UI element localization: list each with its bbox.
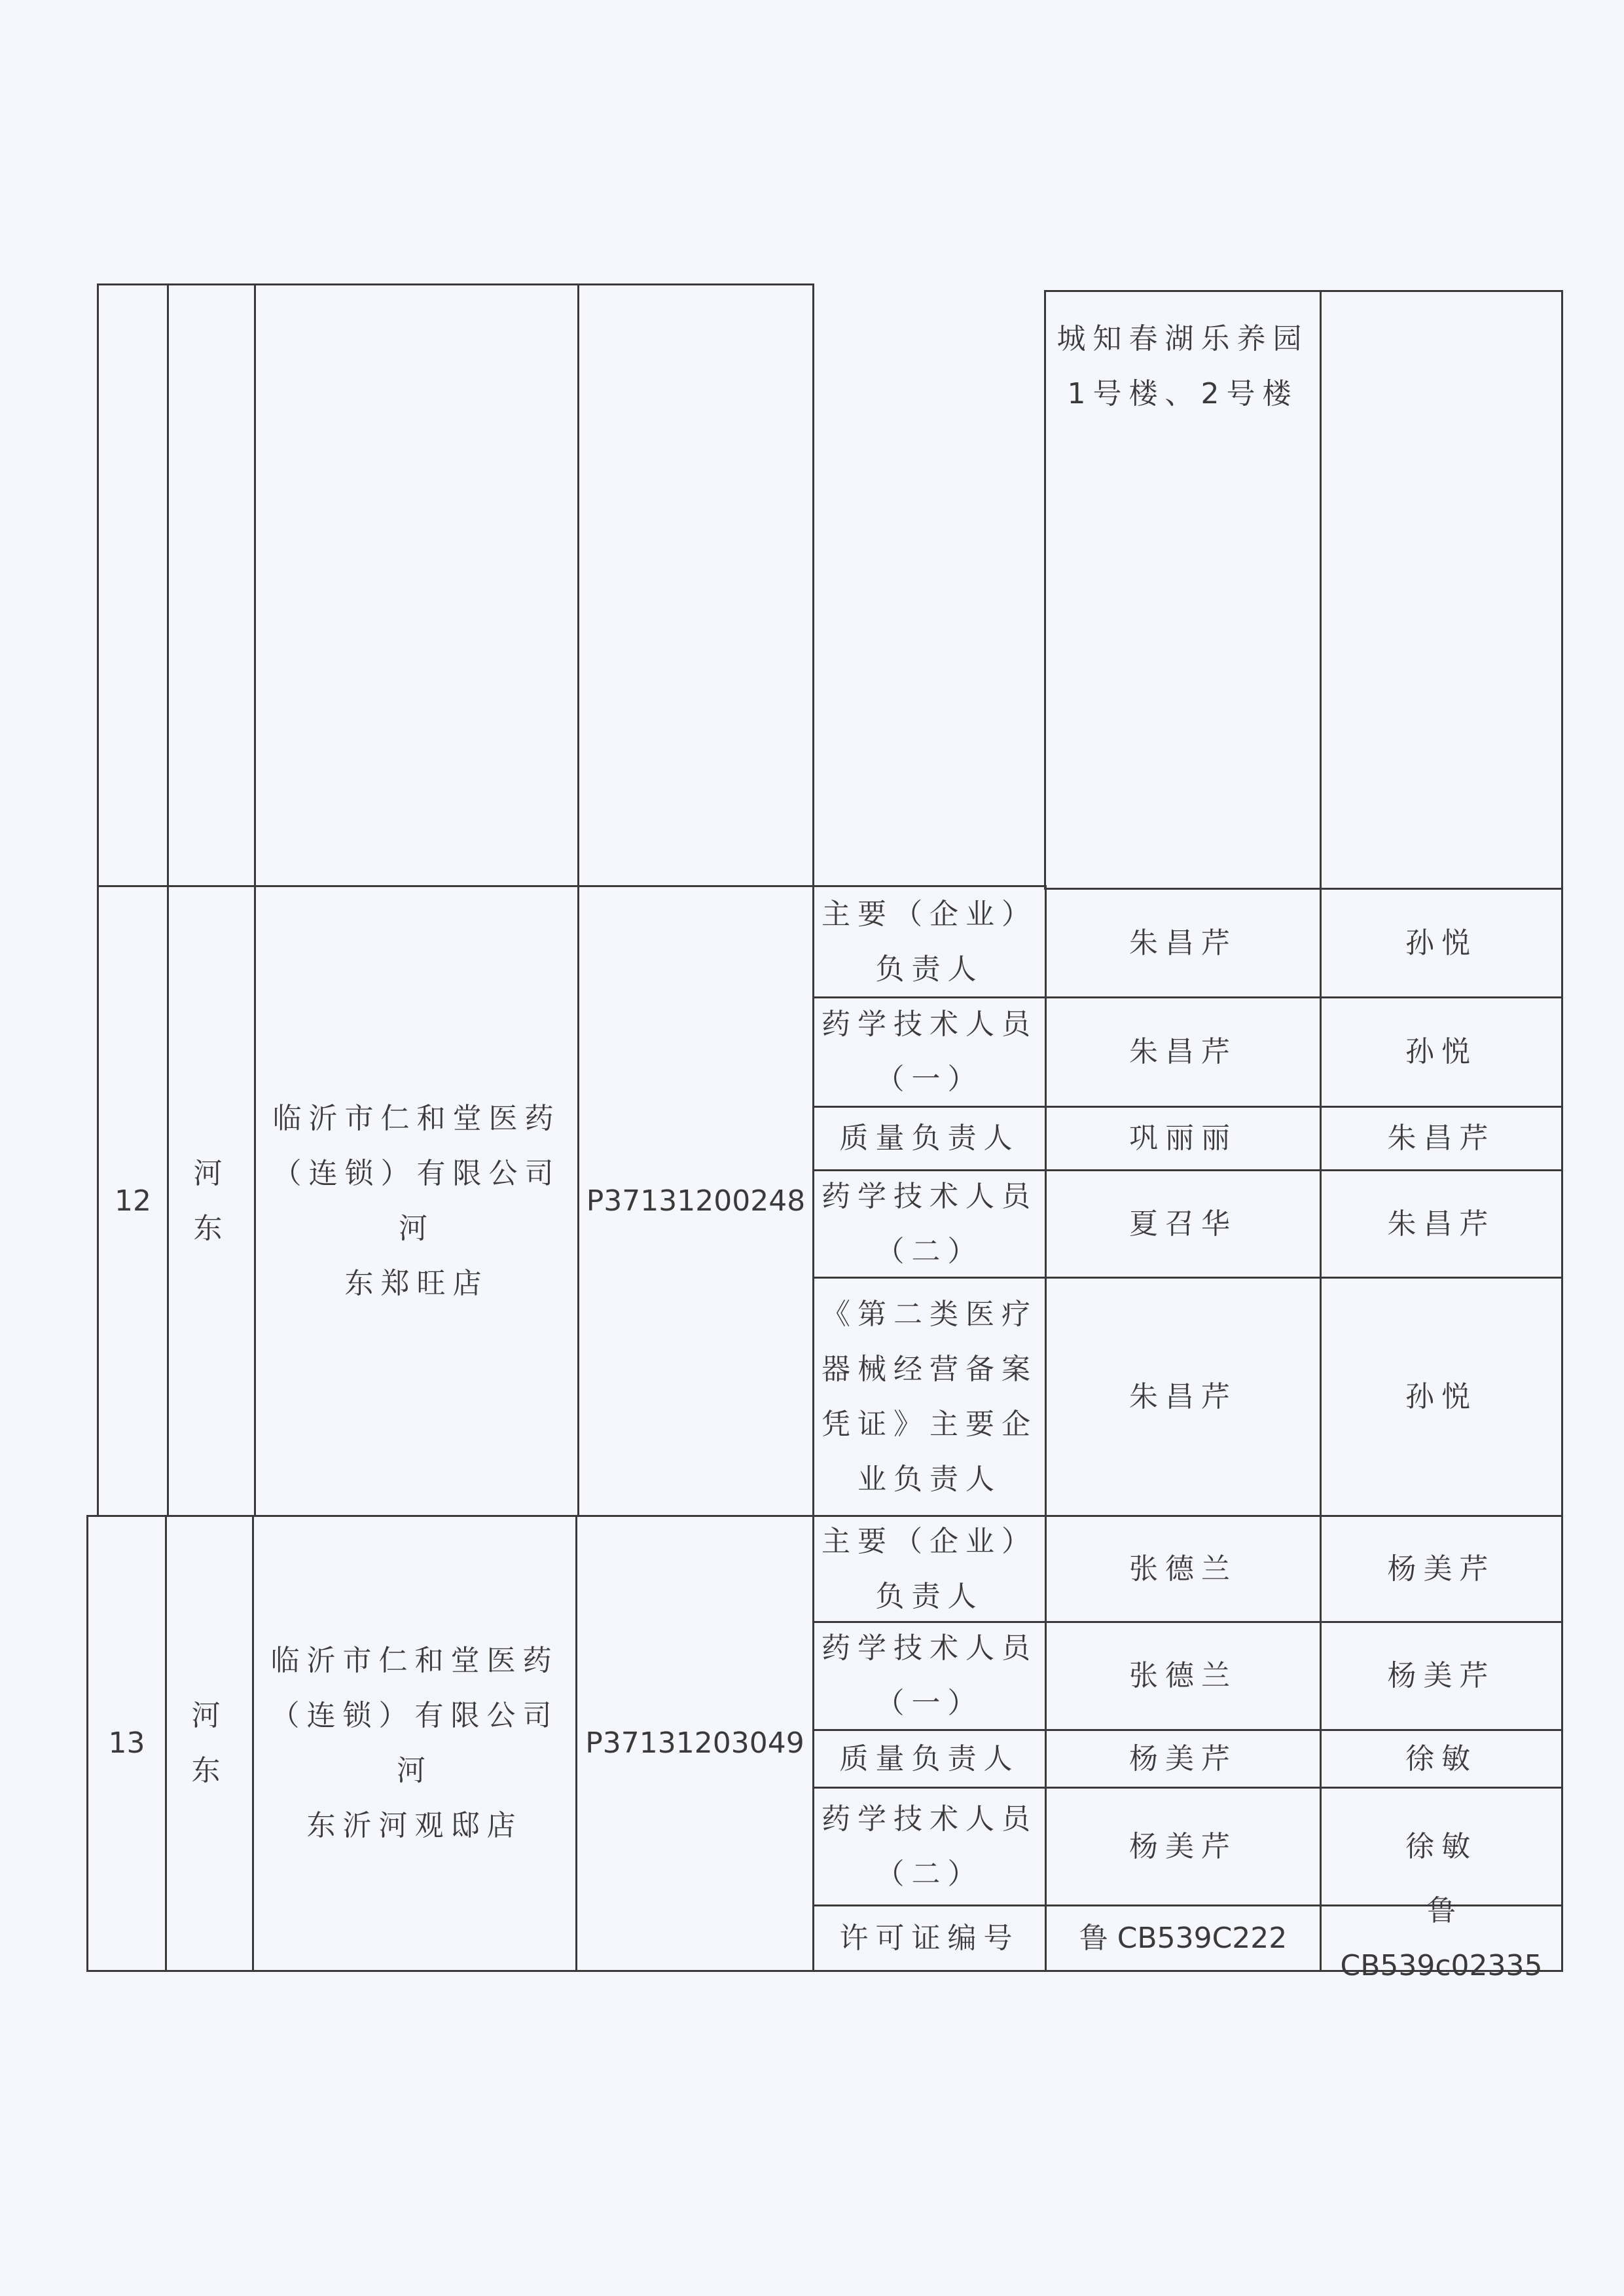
row13-item-1 [812, 1515, 1047, 1623]
row12-no-cell [97, 885, 169, 1517]
item-label: 质量负责人 [839, 1741, 1020, 1776]
item-label: 《第二类医疗 器械经营备案 凭证》主要企 业负责人 [821, 1297, 1038, 1496]
row12-code: P37131200248 [586, 1184, 806, 1218]
row12-code-cell [577, 885, 814, 1517]
after-value: 孙悦 [1405, 926, 1477, 960]
row13-item-2 [812, 1621, 1047, 1731]
cont-address-text: 城知春湖乐养园 1号楼、2号楼 [1056, 322, 1309, 410]
item-label: 药学技术人员 （一） [821, 1008, 1038, 1096]
row13-item-5 [812, 1904, 1047, 1972]
item-label: 药学技术人员 （二） [821, 1802, 1038, 1891]
row12-before-2 [1045, 996, 1322, 1108]
before-value: 朱昌芹 [1129, 1035, 1237, 1068]
after-value: 孙悦 [1405, 1035, 1477, 1068]
row12-after-3 [1320, 1106, 1563, 1171]
after-value: 孙悦 [1405, 1379, 1477, 1413]
row13-no-cell [86, 1515, 167, 1972]
row12-before-4 [1045, 1169, 1322, 1279]
row13-item-4 [812, 1787, 1047, 1906]
cont-last-cell [1320, 290, 1563, 890]
row13-code-cell [575, 1515, 814, 1972]
row13-after-1 [1320, 1515, 1563, 1623]
after-value: 鲁 CB539c02335 [1340, 1893, 1543, 1982]
row13-after-5 [1320, 1893, 1563, 1982]
before-value: 张德兰 [1129, 1552, 1237, 1586]
row12-after-4 [1320, 1169, 1563, 1279]
row12-before-1 [1045, 888, 1322, 998]
row12-item-3 [812, 1106, 1047, 1171]
before-value: 朱昌芹 [1129, 926, 1237, 960]
cont-company-cell [254, 283, 579, 887]
row13-county-cell [165, 1515, 254, 1972]
row13-before-2 [1045, 1621, 1322, 1731]
row13-no: 13 [108, 1726, 145, 1760]
before-value: 杨美芹 [1129, 1829, 1237, 1863]
row12-county-cell [167, 885, 256, 1517]
row12-after-2 [1320, 996, 1563, 1108]
after-value: 杨美芹 [1387, 1552, 1496, 1586]
row13-after-3 [1320, 1729, 1563, 1789]
item-label: 许可证编号 [839, 1921, 1020, 1955]
before-value: 张德兰 [1129, 1659, 1237, 1692]
row12-item-5 [812, 1277, 1047, 1517]
item-label: 质量负责人 [839, 1121, 1020, 1155]
row12-no: 12 [115, 1184, 151, 1218]
item-label: 药学技术人员 （二） [821, 1179, 1038, 1268]
after-value: 徐敏 [1405, 1741, 1477, 1776]
row12-before-3 [1045, 1106, 1322, 1171]
before-value: 夏召华 [1129, 1207, 1237, 1241]
item-label: 药学技术人员 （一） [821, 1631, 1038, 1720]
cont-code-cell [577, 283, 814, 887]
row13-after-2 [1320, 1621, 1563, 1731]
cont-county-cell [167, 283, 256, 887]
after-value: 杨美芹 [1387, 1659, 1496, 1692]
before-value: 杨美芹 [1129, 1741, 1237, 1776]
before-value: 朱昌芹 [1129, 1379, 1237, 1413]
document-page [8, 14, 1608, 2280]
row13-before-1 [1045, 1515, 1322, 1623]
row12-item-4 [812, 1169, 1047, 1279]
row13-company-cell [252, 1515, 577, 1972]
after-value: 朱昌芹 [1387, 1207, 1496, 1241]
row12-company-cell [254, 885, 579, 1517]
before-value: 巩丽丽 [1129, 1121, 1237, 1155]
row13-before-4 [1045, 1787, 1322, 1906]
after-value: 朱昌芹 [1387, 1121, 1496, 1155]
row12-company: 临沂市仁和堂医药 （连锁）有限公司河 东郑旺店 [272, 1101, 561, 1300]
row13-before-3 [1045, 1729, 1322, 1789]
row12-item-2 [812, 996, 1047, 1108]
cont-address-cell [1044, 290, 1322, 890]
row12-after-5 [1320, 1277, 1563, 1517]
before-value: 鲁 CB539C222 [1079, 1921, 1288, 1955]
row13-code: P37131203049 [585, 1726, 804, 1760]
after-value: 徐敏 [1405, 1829, 1477, 1863]
row12-item-1 [812, 885, 1047, 998]
row13-before-5 [1045, 1904, 1322, 1972]
row13-county: 河 东 [191, 1699, 228, 1787]
row12-after-1 [1320, 888, 1563, 998]
item-label: 主要（企业） 负责人 [821, 1524, 1038, 1613]
row13-item-3 [812, 1729, 1047, 1789]
row12-county: 河 东 [193, 1156, 230, 1245]
item-label: 主要（企业） 负责人 [821, 897, 1038, 986]
row13-company: 临沂市仁和堂医药 （连锁）有限公司河 东沂河观邸店 [270, 1644, 559, 1842]
row12-before-5 [1045, 1277, 1322, 1517]
cont-no-cell [97, 283, 169, 887]
